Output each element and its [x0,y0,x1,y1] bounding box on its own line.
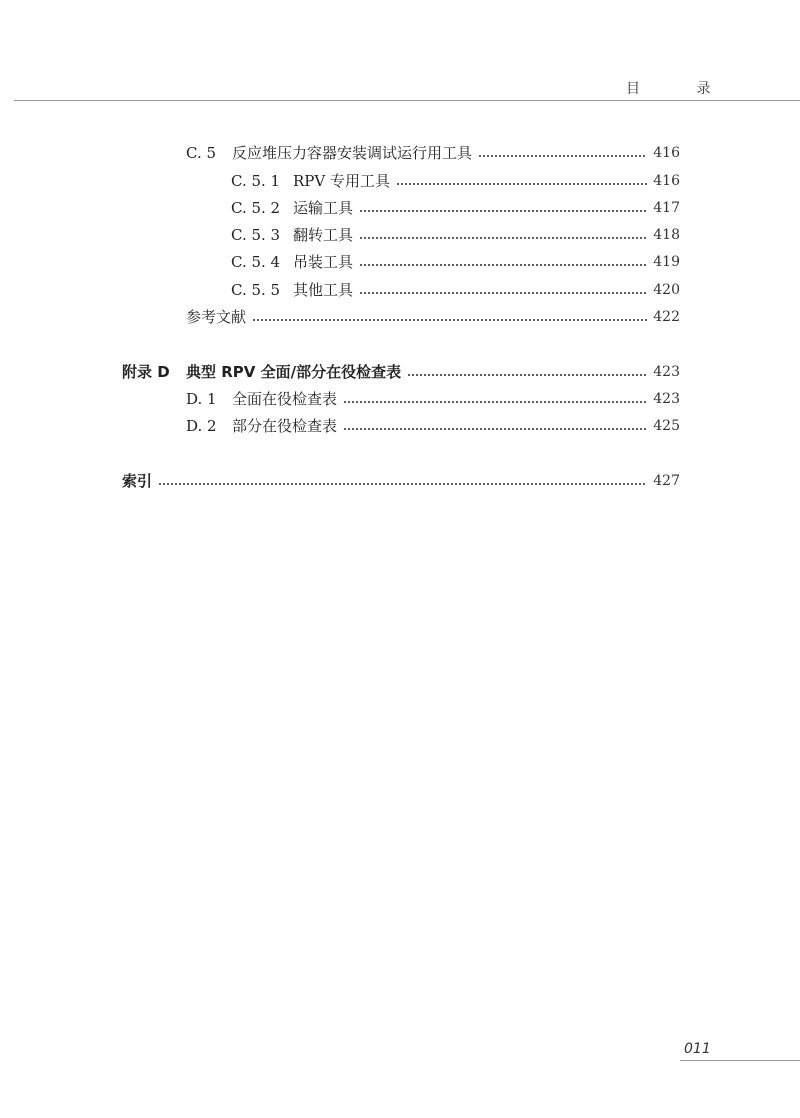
toc-entry-c54[interactable] [0,252,800,272]
dot-leader [252,318,647,322]
toc-entry-c53[interactable] [0,225,800,245]
footer-divider [680,1060,800,1061]
toc-entry-c5[interactable] [0,143,800,163]
dot-leader [359,291,647,295]
dot-leader [359,263,647,267]
toc-entry-references[interactable] [0,307,800,327]
toc-entry-page: 423 [653,391,680,407]
toc-entry-page: 418 [653,227,680,243]
toc-entry-number: C. 5. 2 [231,199,281,217]
toc-entry-number: D. 1 [186,390,217,408]
toc-entry-number: 附录 D [122,363,170,381]
toc-entry-title: 运输工具 [293,199,354,217]
toc-entry-page: 427 [653,473,680,489]
toc-entry-title: 部分在役检查表 [232,417,338,435]
toc-entry-d2[interactable] [0,416,800,436]
toc-entry-title: 反应堆压力容器安装调试运行用工具 [232,144,473,162]
dot-leader [343,400,647,404]
dot-leader [359,236,647,240]
toc-entry-number: C. 5. 3 [231,226,281,244]
toc-entry-number: D. 2 [186,417,217,435]
toc-entry-page: 425 [653,418,680,434]
toc-entry-page: 423 [653,364,680,380]
dot-leader [158,482,647,486]
dot-leader [407,373,647,377]
toc-entry-page: 417 [653,200,680,216]
toc-entry-title: 翻转工具 [293,226,354,244]
toc-entry-number: C. 5. 5 [231,281,281,299]
toc-entry-page: 419 [653,254,680,270]
toc-entry-number: C. 5. 1 [231,172,281,190]
toc-entry-appendix-d[interactable] [0,362,800,382]
dot-leader [359,209,647,213]
toc-entry-page: 416 [653,173,680,189]
page-number: 011 [684,1041,711,1057]
header-divider [14,100,800,101]
page-header-title: 目 录 [626,81,737,97]
toc-entry-title: 典型 RPV 全面/部分在役检查表 [186,363,402,381]
toc-entry-page: 422 [653,309,680,325]
toc-entry-d1[interactable] [0,389,800,409]
toc-entry-title: 参考文献 [186,308,247,326]
toc-entry-page: 420 [653,282,680,298]
toc-entry-title: 全面在役检查表 [232,390,338,408]
dot-leader [343,427,647,431]
dot-leader [396,182,647,186]
toc-entry-number: C. 5. 4 [231,253,281,271]
toc-entry-title: 索引 [122,472,153,490]
toc-entry-title: 其他工具 [293,281,354,299]
toc-entry-c52[interactable] [0,198,800,218]
dot-leader [478,154,647,158]
toc-entry-page: 416 [653,145,680,161]
toc-entry-title: 吊装工具 [293,253,354,271]
toc-entry-number: C. 5 [186,144,217,162]
toc-entry-index[interactable] [0,471,800,491]
toc-entry-c51[interactable] [0,171,800,191]
toc-entry-c55[interactable] [0,280,800,300]
toc-entry-title: RPV 专用工具 [293,172,390,190]
